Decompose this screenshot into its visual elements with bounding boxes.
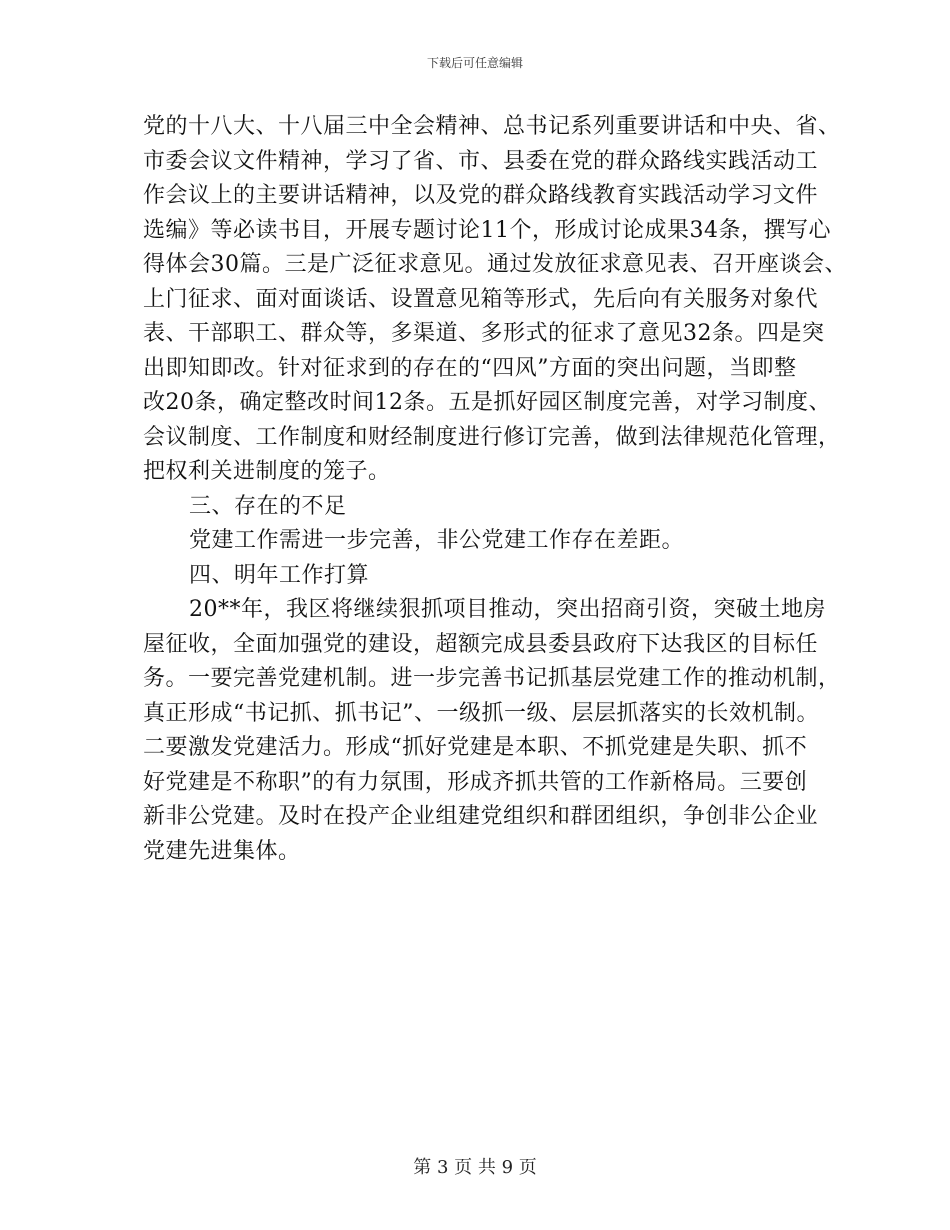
document-body [143,110,847,869]
text-line: 党的十八大、十八届三中全会精神、总书记系列重要讲话和中央、省、 [143,114,841,139]
text-line: 改20条，确定整改时间12条。五是抓好园区制度完善，对学习制度、 [143,390,831,415]
text-line: 得体会30篇。三是广泛征求意见。通过发放征求意见表、召开座谈会、 [143,252,847,277]
text-line: 作会议上的主要讲话精神，以及党的群众路线教育实践活动学习文件 [143,183,819,208]
text-line: 务。一要完善党建机制。进一步完善书记抓基层党建工作的推动机制， [143,666,841,691]
text-line: 真正形成“书记抓、抓书记”、一级抓一级、层层抓落实的长效机制。 [143,700,819,726]
text-line: 上门征求、面对面谈话、设置意见箱等形式，先后向有关服务对象代 [143,286,819,312]
section-heading: 三、存在的不足 [189,493,347,519]
text-line: 市委会议文件精神，学习了省、市、县委在党的群众路线实践活动工 [143,148,819,174]
section-heading: 四、明年工作打算 [189,562,370,588]
text-line: 会议制度、工作制度和财经制度进行修订完善，做到法律规范化管理， [143,424,841,450]
text-line: 新非公党建。及时在投产企业组建党组织和群团组织，争创非公企业 [143,804,819,829]
text-line: 二要激发党建活力。形成“抓好党建是本职、不抓党建是失职、抓不 [143,735,808,760]
text-line: 出即知即改。针对征求到的存在的“四风”方面的突出问题，当即整 [143,355,797,381]
page-header: 下载后可任意编辑 [426,56,523,70]
text-line: 屋征收，全面加强党的建设，超额完成县委县政府下达我区的目标任 [143,631,819,657]
text-line: 把权利关进制度的笼子。 [143,459,391,484]
text-line: 党建工作需进一步完善，非公党建工作存在差距。 [189,528,685,553]
page-footer: 第 3 页 共 9 页 [413,1157,537,1178]
text-line: 好党建是不称职”的有力氛围，形成齐抓共管的工作新格局。三要创 [143,769,808,795]
text-line: 表、干部职工、群众等，多渠道、多形式的征求了意见32条。四是突 [143,321,825,346]
text-line: 选编》等必读书目，开展专题讨论11个，形成讨论成果34条，撰写心 [143,217,831,243]
text-line: 20**年，我区将继续狠抓项目推动，突出招商引资，突破土地房 [189,597,826,622]
text-line: 党建先进集体。 [143,838,301,864]
